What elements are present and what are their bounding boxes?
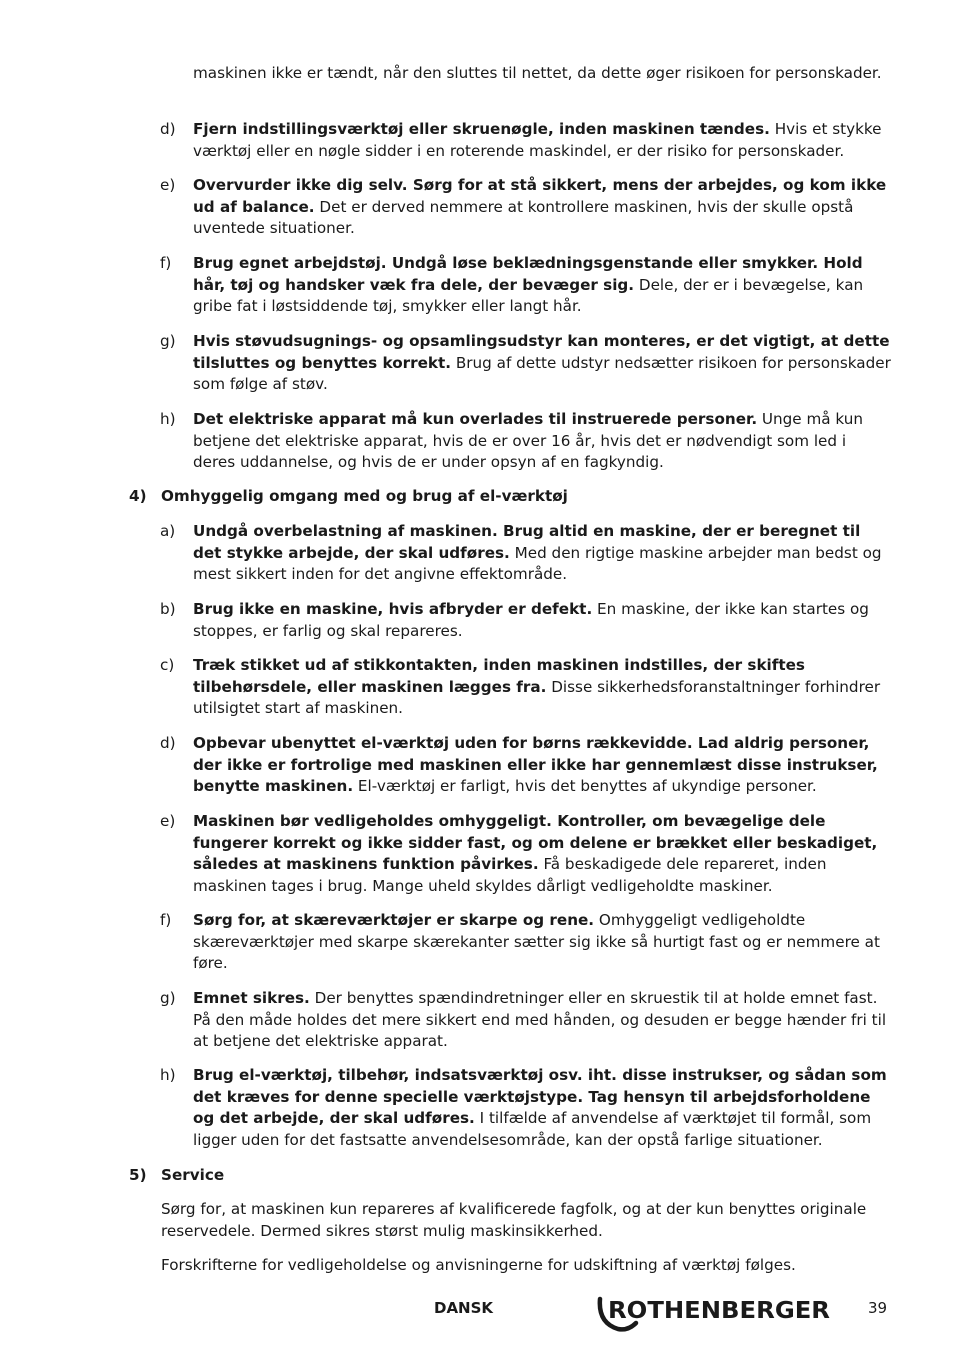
item-bold: Undgå overbelastning af maskinen. Brug altid en maskine, der er beregnet til det stykke arbejde, der skal udføres. bbox=[193, 522, 861, 562]
section-heading bbox=[129, 1165, 224, 1187]
item-text: Hvis et stykke værktøj eller en nøgle sidder i en roterende maskindel, er der risiko for personskader. bbox=[193, 120, 882, 160]
item-label: e) bbox=[160, 176, 176, 194]
section-heading bbox=[129, 486, 568, 508]
list-item bbox=[160, 811, 895, 897]
list-item bbox=[160, 655, 895, 720]
item-label: f) bbox=[160, 911, 172, 929]
paragraph: Sørg for, at maskinen kun repareres af kvalificerede fagfolk, og at der kun benyttes originale reservedele. Dermed sikres størst mulig maskinsikkerhed. bbox=[161, 1200, 867, 1240]
list-item bbox=[160, 175, 895, 240]
item-text: I tilfælde af anvendelse af værktøjet til formål, som ligger uden for det fastsatte anvendelsesområde, kan der opstå farlige situationer. bbox=[193, 1109, 872, 1149]
rothenberger-logo bbox=[596, 1293, 836, 1335]
list-item bbox=[160, 331, 895, 396]
logo-text: ROTHENBERGER bbox=[608, 1298, 831, 1324]
list-item bbox=[160, 988, 895, 1053]
item-text: En maskine, der ikke kan startes og stoppes, er farlig og skal repareres. bbox=[193, 600, 869, 640]
item-label: e) bbox=[160, 812, 176, 830]
list-item bbox=[160, 599, 895, 642]
footer-language: DANSK bbox=[434, 1299, 494, 1317]
list-item bbox=[160, 409, 895, 474]
item-label: b) bbox=[160, 600, 176, 618]
item-bold: Overvurder ikke dig selv. Sørg for at stå sikkert, mens der arbejdes, og kom ikke ud af balance. bbox=[193, 176, 887, 216]
item-text: Der benyttes spændindretninger eller en skruestik til at holde emnet fast. På den måde holdes det mere sikkert end med hånden, og desuden er begge hænder fri til at betjene det elektriske apparat. bbox=[193, 989, 887, 1050]
item-text: Brug af dette udstyr nedsætter risikoen for personskader som følge af støv. bbox=[193, 353, 891, 393]
item-label: a) bbox=[160, 522, 176, 540]
list-item bbox=[160, 521, 895, 586]
item-text: Med den rigtige maskine arbejder man bedst og mest sikkert inden for det angivne effektområde. bbox=[193, 543, 882, 583]
item-text: Omhyggeligt vedligeholdte skæreværktøjer med skarpe skærekanter sætter sig ikke så hurtigt fast og er nemmere at føre. bbox=[193, 911, 880, 972]
item-bold: Hvis støvudsugnings- og opsamlingsudstyr kan monteres, er det vigtigt, at dette tilsluttes og benyttes korrekt. bbox=[193, 332, 890, 372]
section-title: Omhyggelig omgang med og brug af el-værktøj bbox=[161, 487, 568, 505]
list-item bbox=[160, 733, 895, 798]
section-number: 4) bbox=[129, 487, 147, 505]
item-bold: Sørg for, at skæreværktøjer er skarpe og rene. bbox=[193, 911, 595, 929]
item-bold: Opbevar ubenyttet el-værktøj uden for børns rækkevidde. Lad aldrig personer, der ikke er fortrolige med maskinen eller ikke har gennemlæst disse instrukser, benytte maskinen. bbox=[193, 734, 878, 795]
item-text: Det er derved nemmere at kontrollere maskinen, hvis der skulle opstå uventede situationer. bbox=[193, 197, 854, 237]
item-text: Unge må kun betjene det elektriske apparat, hvis de er over 16 år, hvis det er nødvendigt som led i deres uddannelse, og hvis de er under opsyn af en fagkyndig. bbox=[193, 410, 863, 471]
item-label: f) bbox=[160, 254, 172, 272]
item-bold: Fjern indstillingsværktøj eller skruenøgle, inden maskinen tændes. bbox=[193, 120, 770, 138]
item-bold: Brug egnet arbejdstøj. Undgå løse beklædningsgenstande eller smykker. Hold hår, tøj og handsker væk fra dele, der bevæger sig. bbox=[193, 254, 863, 294]
item-text: Dele, der er i bevægelse, kan gribe fat i løstsiddende tøj, smykker eller langt hår. bbox=[193, 275, 864, 315]
item-text: El-værktøj er farligt, hvis det benyttes af ukyndige personer. bbox=[353, 777, 817, 795]
item-bold: Brug el-værktøj, tilbehør, indsatsværktøj osv. iht. disse instrukser, og sådan som det kræves for denne specielle værktøjstype. Tag hensyn til arbejdsforholdene og det arbejde, der skal udføres. bbox=[193, 1066, 887, 1127]
item-bold: Emnet sikres. bbox=[193, 989, 310, 1007]
paragraph: Forskrifterne for vedligeholdelse og anvisningerne for udskiftning af værktøj følges. bbox=[161, 1256, 796, 1274]
item-label: d) bbox=[160, 120, 176, 138]
section-number: 5) bbox=[129, 1166, 147, 1184]
item-bold: Træk stikket ud af stikkontakten, inden maskinen indstilles, der skiftes tilbehørsdele, eller maskinen lægges fra. bbox=[193, 656, 805, 696]
continuation-text: maskinen ikke er tændt, når den sluttes til nettet, da dette øger risikoen for personskader. bbox=[193, 64, 882, 82]
item-bold: Brug ikke en maskine, hvis afbryder er defekt. bbox=[193, 600, 593, 618]
section-title: Service bbox=[161, 1166, 225, 1184]
item-label: h) bbox=[160, 410, 176, 428]
item-label: d) bbox=[160, 734, 176, 752]
item-label: g) bbox=[160, 332, 176, 350]
item-label: h) bbox=[160, 1066, 176, 1084]
item-text: Disse sikkerhedsforanstaltninger forhindrer utilsigtet start af maskinen. bbox=[193, 677, 881, 717]
item-label: g) bbox=[160, 989, 176, 1007]
page-number: 39 bbox=[868, 1299, 888, 1317]
list-item bbox=[160, 910, 895, 975]
logo-swoosh-icon bbox=[596, 1293, 836, 1335]
item-label: c) bbox=[160, 656, 175, 674]
list-item bbox=[160, 253, 895, 318]
item-text: Få beskadigede dele repareret, inden maskinen tages i brug. Mange uheld skyldes dårligt vedligeholdte maskiner. bbox=[193, 855, 827, 895]
list-item bbox=[160, 119, 895, 162]
item-bold: Det elektriske apparat må kun overlades til instruerede personer. bbox=[193, 410, 758, 428]
item-bold: Maskinen bør vedligeholdes omhyggeligt. Kontroller, om bevægelige dele fungerer korrekt og ikke sidder fast, og om delene er brækket eller beskadiget, således at maskinens funktion påvirkes. bbox=[193, 812, 878, 873]
list-item bbox=[160, 1065, 895, 1151]
